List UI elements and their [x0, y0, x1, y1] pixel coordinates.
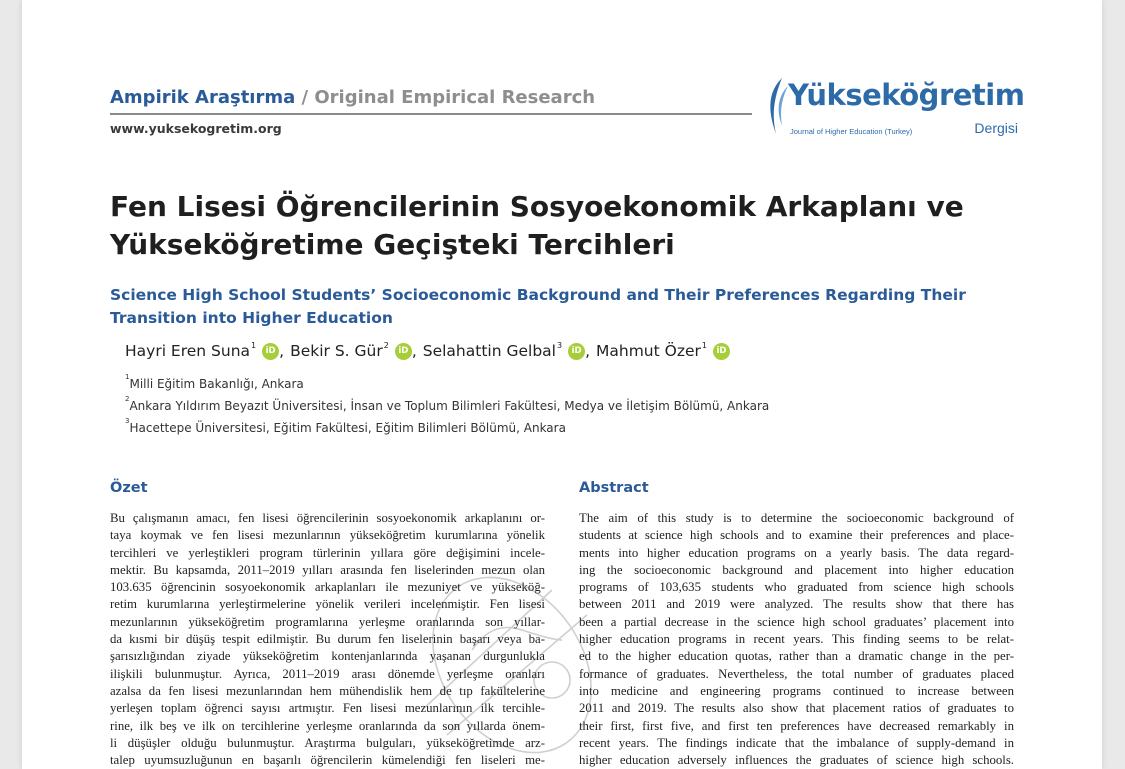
- author-name: Bekir S. Gür: [290, 342, 383, 360]
- orcid-icon[interactable]: iD: [568, 343, 585, 360]
- abstract-line: between 2011 and 2019 were analyzed. The results show that there has: [579, 597, 1014, 612]
- author-affiliation-mark: 2: [383, 340, 389, 350]
- abstract-line: formance of graduates. Nevertheless, the total number of graduates placed: [579, 666, 1014, 681]
- orcid-icon[interactable]: iD: [395, 343, 412, 360]
- ozet-line: ilişkili bulunmuştur. Ayrıca, 2011–2019 arası dönemde yerleşme oranları: [110, 666, 545, 681]
- author-affiliation-mark: 3: [556, 340, 563, 350]
- affiliation-mark: 1: [125, 373, 130, 381]
- abstract-line: programs of 103,635 students who graduated from science high schools: [579, 580, 1014, 595]
- author-affiliation-mark: 1: [701, 340, 707, 350]
- author-name: Mahmut Özer: [596, 342, 701, 360]
- journal-website-link[interactable]: www.yuksekogretim.org: [110, 121, 282, 136]
- affiliation-text: Ankara Yıldırım Beyazıt Üniversitesi, İnsan ve Toplum Bilimleri Fakültesi, Medya ve İletişim Bölümü, Ankara: [129, 399, 770, 413]
- ozet-line: rine, ilk beş ve ilk on tercihlerine yerleşme oranlarında da son yıllarda önem-: [110, 718, 545, 733]
- abstract-line: ments into higher education programs on a yearly basis. The data regard-: [579, 545, 1014, 560]
- abstract-line: into medicine and engineering programs continued to increase between: [579, 683, 1014, 698]
- abstract-body: [579, 510, 1014, 769]
- ozet-body: [110, 510, 545, 769]
- author-list: [125, 342, 730, 360]
- abstract-heading: Abstract: [579, 480, 649, 496]
- orcid-icon[interactable]: iD: [262, 343, 279, 360]
- author-4: [596, 342, 730, 360]
- author-name: Hayri Eren Suna: [125, 342, 251, 360]
- abstract-line: ing the socioeconomic background and placement into higher education: [579, 562, 1014, 577]
- article-type: [110, 87, 595, 108]
- abstract-line: 2011 and 2019. The results also show that placement ratios of graduates to: [579, 701, 1014, 716]
- logo-title: Yükseköğretim: [788, 78, 1025, 112]
- ozet-line: mektir. Bu kapsamda, 2011–2019 yılları arasında fen liselerinden mezun olan: [110, 562, 545, 577]
- abstract-line: higher education programs in recent years. This finding seems to be relat-: [579, 632, 1014, 647]
- logo-dergisi: Dergisi: [974, 120, 1018, 136]
- ozet-line: mezunlarının yükseköğretim programlarına yerleşme oranlarında son yıllar-: [110, 614, 545, 629]
- author-1: [125, 342, 279, 360]
- author-2: [290, 342, 412, 360]
- affiliation-text: Milli Eğitim Bakanlığı, Ankara: [129, 377, 304, 391]
- ozet-line: retim kurumlarına yerleştirmelerine yönelik verileri incelenmiştir. Fen lisesi: [110, 597, 545, 612]
- affiliation-mark: 2: [125, 395, 130, 403]
- abstract-line: ed to the higher education quotas, rather than a dramatic change in the per-: [579, 649, 1014, 664]
- affiliation-item: [125, 372, 769, 394]
- author-affiliation-mark: 1: [251, 340, 257, 350]
- ozet-line: talep uyumsuzluğunun en başarılı öğrencilerin kümelendiği fen liseleri me-: [110, 753, 545, 768]
- article-type-turkish: Ampirik Araştırma: [110, 87, 296, 108]
- article-title-turkish: Fen Lisesi Öğrencilerinin Sosyoekonomik Arkaplanı ve Yükseköğretime Geçişteki Tercihleri: [110, 190, 964, 261]
- article-title-english: Science High School Students’ Socioeconomic Background and Their Preferences Regarding Their Transition into Higher Education: [110, 286, 966, 327]
- article-type-english: Original Empirical Research: [314, 87, 596, 108]
- affiliation-item: [125, 394, 769, 416]
- article-type-separator: /: [295, 87, 315, 108]
- ozet-line: Bu çalışmanın amacı, fen lisesi öğrencilerinin sosyoekonomik arkaplanını or-: [110, 511, 545, 525]
- affiliation-item: [125, 416, 769, 438]
- logo-subtitle: Journal of Higher Education (Turkey): [790, 127, 913, 136]
- abstract-line: recent years. The findings indicate that the imbalance of supply-demand in: [579, 735, 1014, 750]
- abstract-line: been a partial decrease in the science high school graduates’ placement into: [579, 614, 1014, 629]
- author-separator: ,: [585, 342, 590, 360]
- ozet-line: 103.635 öğrencinin sosyoekonomik arkaplanları ile mezuniyet ve yükseköğ-: [110, 580, 545, 595]
- author-3: [423, 342, 585, 360]
- abstract-line: The aim of this study is to determine the socioeconomic background of: [579, 511, 1014, 525]
- ozet-line: taya koymak ve fen lisesi mezunlarının yükseköğretim kurumlarına yönelik: [110, 528, 545, 543]
- author-name: Selahattin Gelbal: [422, 342, 556, 360]
- orcid-icon[interactable]: iD: [713, 343, 730, 360]
- ozet-heading: Özet: [110, 480, 148, 496]
- abstract-line: their first, first five, and first ten preferences have decreased remarkably in: [579, 718, 1014, 733]
- ozet-line: da kısmi bir düşüş tespit edilmiştir. Bu durum fen liselerinin başarı veya ba-: [110, 632, 545, 647]
- header-rule: [110, 113, 752, 115]
- logo-swoosh-icon: [764, 76, 790, 138]
- affiliation-text: Hacettepe Üniversitesi, Eğitim Fakültesi, Eğitim Bilimleri Bölümü, Ankara: [129, 421, 566, 435]
- abstract-line: higher education adversely influences the graduates of science high schools.: [579, 753, 1014, 768]
- ozet-line: şarısızlığından ziyade yükseköğretim kontenjanlarında yaşanan durgunlukla: [110, 649, 545, 664]
- author-separator: ,: [411, 342, 417, 360]
- affiliation-list: [125, 372, 769, 438]
- document-page: [22, 0, 1102, 769]
- affiliation-mark: 3: [125, 417, 130, 425]
- ozet-line: tercihleri ve yerleştikleri program türlerinin yıllara göre değişimini incele-: [110, 545, 545, 560]
- journal-logo: [764, 74, 1024, 144]
- ozet-line: azalsa da fen lisesi mezunlarından hem mühendislik hem de tıp fakültelerine: [110, 683, 545, 698]
- abstract-line: students at science high schools and to examine their preferences and place-: [579, 528, 1014, 543]
- ozet-line: li düşüşler olduğu bulunmuştur. Araştırma bulguları, yükseköğretimde arz-: [110, 735, 545, 750]
- ozet-line: yerleşen toplam öğrenci sayısı artmıştır. Fen lisesi mezunlarının ilk tercihle-: [110, 701, 545, 716]
- author-separator: ,: [279, 342, 285, 360]
